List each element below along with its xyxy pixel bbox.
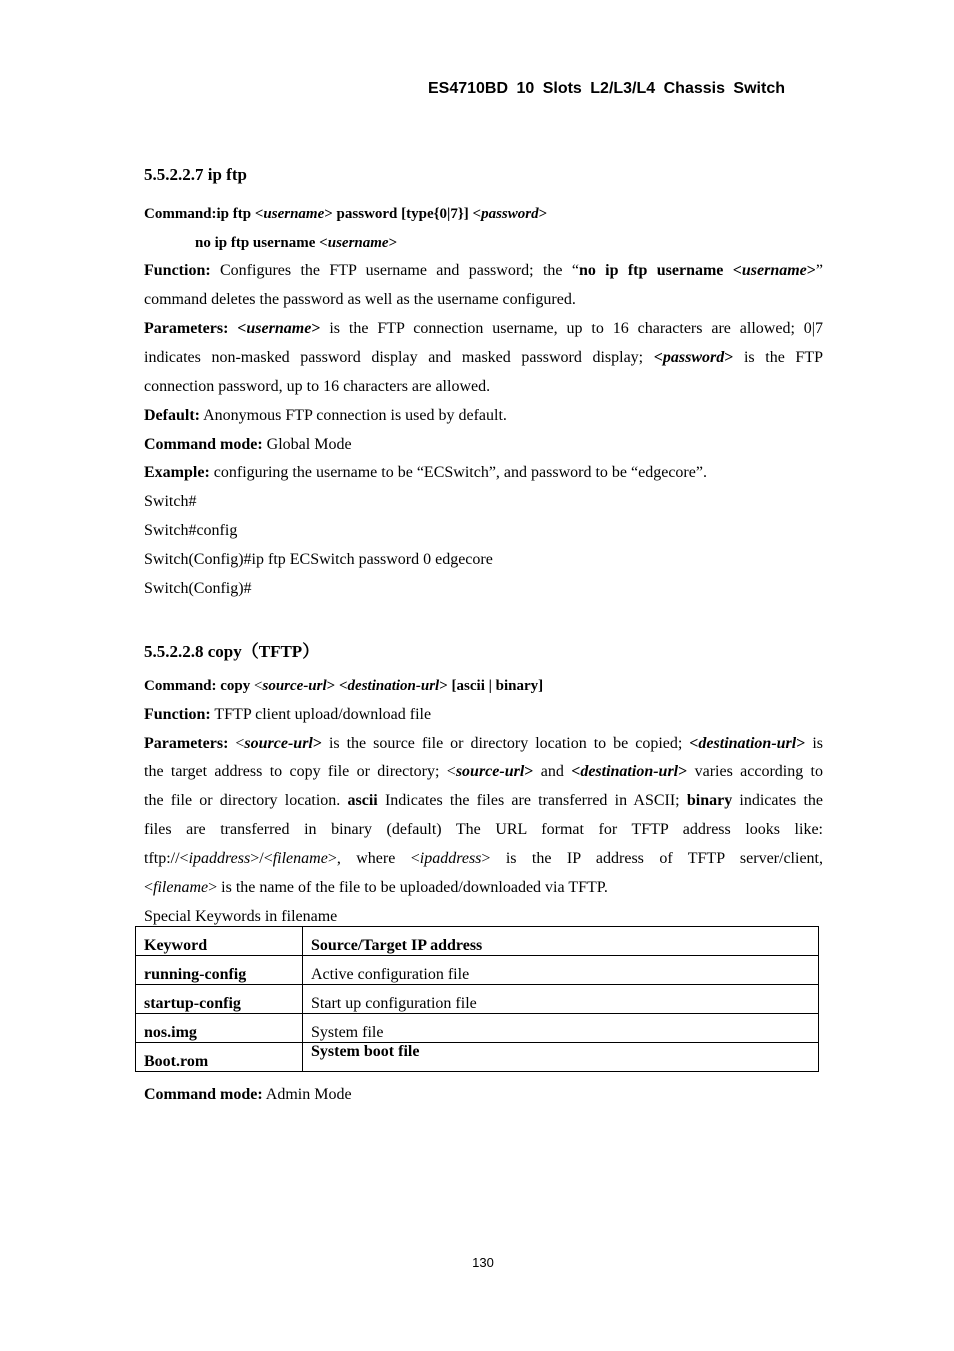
section-heading-ip-ftp: 5.5.2.2.7 ip ftp: [144, 165, 247, 184]
table-cell-keyword: running-config: [136, 956, 303, 985]
copy-command-mode-line: Command mode: Admin Mode: [144, 1086, 352, 1103]
running-header: ES4710BD 10 Slots L2/L3/L4 Chassis Switch: [427, 80, 785, 97]
table-row: [136, 985, 819, 1014]
table-cell-description: Start up configuration file: [303, 985, 819, 1014]
parameters-line-3: connection password, up to 16 characters are allowed.: [144, 378, 491, 395]
copy-function-line: Function: TFTP client upload/download file: [144, 706, 432, 723]
copy-parameters-line-1: Parameters: <source-url> is the source file or directory location to be copied; <destination-url> is: [144, 735, 824, 752]
table-cell-description: System file: [303, 1014, 819, 1043]
example-cli-line: Switch(Config)#: [144, 580, 252, 597]
table-cell-description: Active configuration file: [303, 956, 819, 985]
example-cli-line: Switch(Config)#ip ftp ECSwitch password 0 edgecore: [144, 551, 493, 568]
example-line: Example: configuring the username to be “ECSwitch”, and password to be “edgecore”.: [144, 464, 707, 481]
table-header-cell: Source/Target IP address: [303, 927, 819, 956]
table-cell-keyword: Boot.rom: [136, 1043, 303, 1072]
copy-parameters-line-6: <filename> is the name of the file to be uploaded/downloaded via TFTP.: [144, 879, 608, 896]
copy-parameters-line-3: the file or directory location. ascii Indicates the files are transferred in ASCII; binary indicates the: [144, 792, 824, 809]
table-row: [136, 956, 819, 985]
copy-parameters-line-2: the target address to copy file or directory; <source-url> and <destination-url> varies according to: [144, 763, 824, 780]
table-cell-keyword: startup-config: [136, 985, 303, 1014]
parameters-line-1: Parameters: <username> is the FTP connection username, up to 16 characters are allowed; 0|7: [144, 320, 823, 337]
table-header-cell: Keyword: [136, 927, 303, 956]
parameters-line-2: indicates non-masked password display and masked password display; <password> is the FTP: [144, 349, 823, 366]
table-cell-description: System boot file: [303, 1043, 819, 1072]
table-caption: Special Keywords in filename: [144, 908, 338, 925]
table-header-row: [136, 927, 819, 956]
function-line-2: command deletes the password as well as the username configured.: [144, 291, 576, 308]
copy-command-line: Command: copy <source-url> <destination-url> [ascii | binary]: [144, 678, 544, 694]
command-mode-line: Command mode: Global Mode: [144, 436, 352, 453]
table-cell-keyword: nos.img: [136, 1014, 303, 1043]
section-heading-copy-tftp: 5.5.2.2.8 copy（TFTP）: [144, 642, 320, 661]
command-line-2: no ip ftp username <username>: [195, 235, 398, 251]
command-line-1: Command:ip ftp <username> password [type{0|7}] <password>: [144, 206, 548, 222]
page-number: 130: [472, 1255, 494, 1270]
table-row: [136, 1043, 819, 1072]
function-line-1: Function: Configures the FTP username and password; the “no ip ftp username <username>”: [144, 262, 823, 279]
copy-parameters-line-5: tftp://<ipaddress>/<filename>, where <ipaddress> is the IP address of TFTP server/client,: [144, 850, 823, 867]
example-cli-line: Switch#: [144, 493, 197, 510]
default-line: Default: Anonymous FTP connection is used by default.: [144, 407, 507, 424]
table-row: [136, 1014, 819, 1043]
copy-parameters-line-4: files are transferred in binary (default) The URL format for TFTP address looks like:: [144, 821, 823, 838]
example-cli-line: Switch#config: [144, 522, 238, 539]
keywords-table: [135, 926, 819, 1072]
